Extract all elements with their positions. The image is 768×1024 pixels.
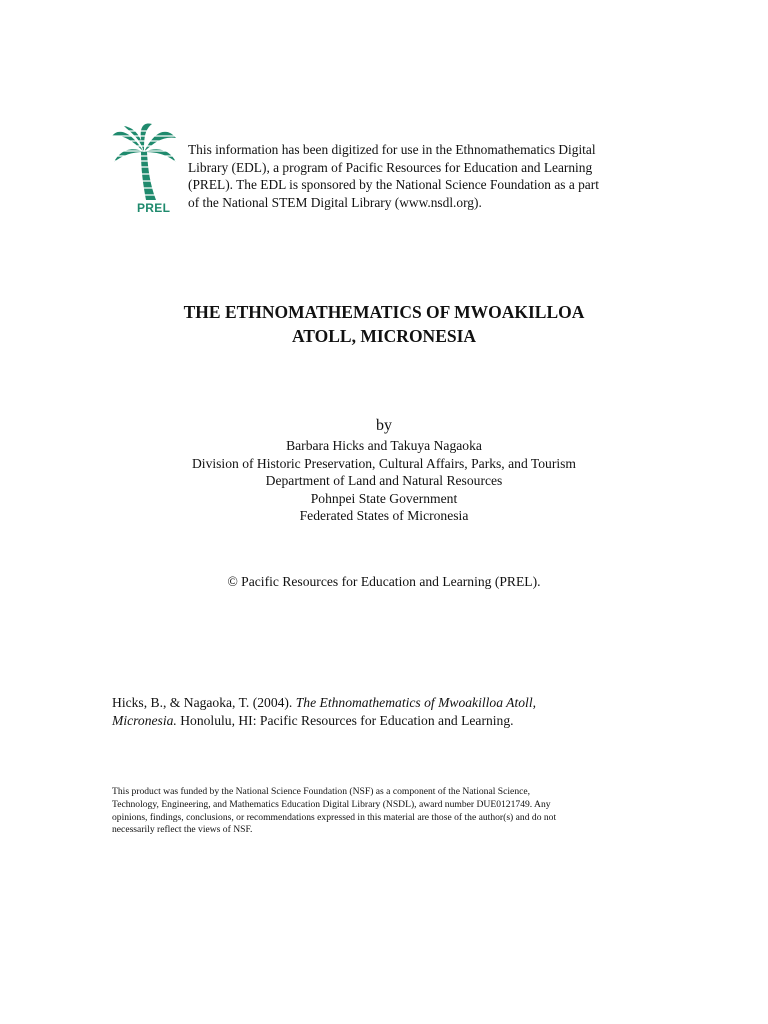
citation-title: The Ethnomathematics of Mwoakilloa Atoll, [295,695,537,710]
title-line: ATOLL, MICRONESIA [291,326,477,346]
affiliation-line: Federated States of Micronesia [299,508,469,523]
authors: Barbara Hicks and Takuya Nagaoka [286,438,482,453]
intro-paragraph [188,141,663,211]
by-word: by [376,417,392,434]
citation [112,694,632,730]
funding-line: opinions, findings, conclusions, or recommendations expressed in this material are those of the author(s) and do not [112,811,557,823]
intro-line: (PREL). The EDL is sponsored by the National Science Foundation as a part [188,177,599,193]
logo-text: PREL [137,201,171,215]
palm-tree-icon [110,122,180,202]
citation-authors: Hicks, B., & Nagaoka, T. (2004). [112,695,296,710]
citation-line-2 [112,712,632,730]
byline [0,415,768,525]
prel-logo [110,122,180,218]
intro-line: of the National STEM Digital Library (www.nsdl.org). [188,194,482,210]
citation-publisher: Honolulu, HI: Pacific Resources for Education and Learning. [176,713,514,728]
citation-line-1 [112,694,632,712]
citation-title: Micronesia. [112,713,177,728]
document-title [0,300,768,348]
copyright-notice: © Pacific Resources for Education and Learning (PREL). [227,574,541,589]
funding-line: Technology, Engineering, and Mathematics Education Digital Library (NSDL), award number DUE0121749. Any [112,798,551,810]
funding-statement [112,786,642,837]
funding-line: This product was funded by the National Science Foundation (NSF) as a component of the National Science, [112,786,531,797]
funding-line: necessarily reflect the views of NSF. [112,824,253,836]
title-line: THE ETHNOMATHEMATICS OF MWOAKILLOA [183,302,585,322]
affiliation-line: Pohnpei State Government [310,490,458,506]
intro-line: Library (EDL), a program of Pacific Resources for Education and Learning [188,159,593,175]
affiliation-line: Department of Land and Natural Resources [265,473,503,488]
affiliation-line: Division of Historic Preservation, Cultural Affairs, Parks, and Tourism [191,455,577,471]
intro-line: This information has been digitized for use in the Ethnomathematics Digital [188,142,596,157]
